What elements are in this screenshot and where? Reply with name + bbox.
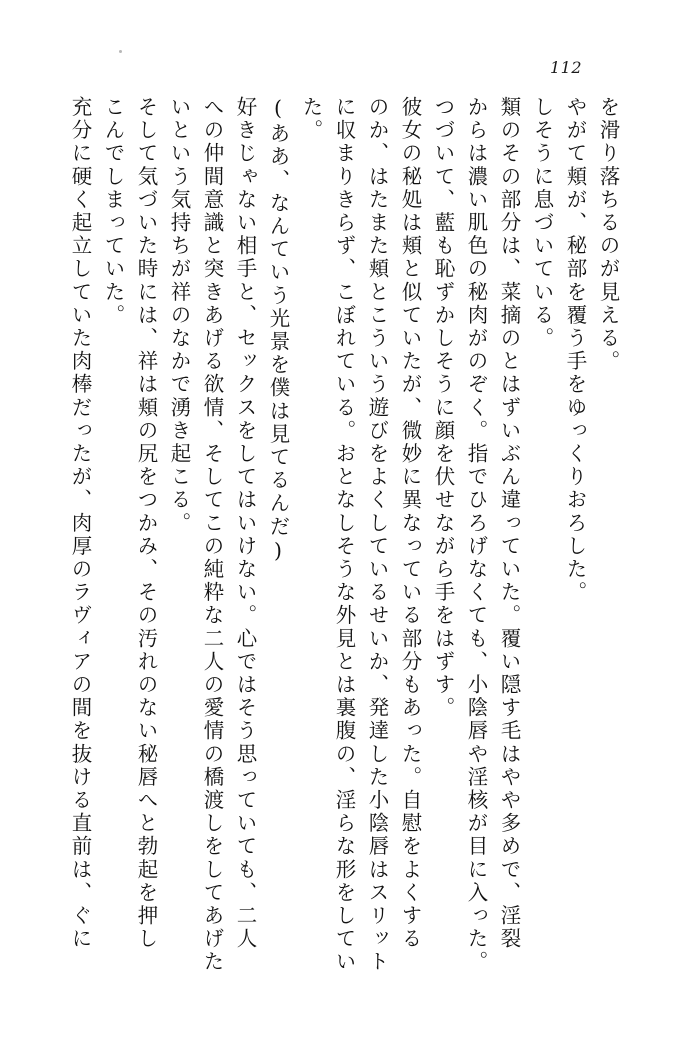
- page-number: 112: [549, 58, 582, 77]
- text-line: しそうに息づいている。: [530, 96, 554, 351]
- text-line: に収まりきらず、こぼれている。おとなしそうな外見とは裏腹の、淫らな形をしてい: [332, 96, 356, 974]
- text-line: を滑り落ちるのが見える。: [596, 96, 620, 374]
- text-line: そして気づいた時には、祥は頬の尻をつかみ、その汚れのない秘唇へと勃起を押し: [134, 96, 158, 951]
- text-line: 類のその部分は、菜摘のとはずいぶん違っていた。覆い隠す毛はやや多めで、淫裂: [497, 96, 521, 951]
- page-speck: [119, 50, 122, 53]
- text-line: つづいて、藍も恥ずかしそうに顔を伏せながら手をはずす。: [431, 96, 455, 720]
- text-line: いという気持ちが祥のなかで湧き起こる。: [167, 96, 191, 535]
- text-line: た。: [299, 96, 323, 143]
- text-line: やがて頬が、秘部を覆う手をゆっくりおろした。: [563, 96, 587, 605]
- text-line: こんでしまっていた。: [101, 96, 125, 327]
- text-line: 彼女の秘処は頬と似ていたが、微妙に異なっている部分もあった。自慰をよくする: [398, 96, 422, 951]
- vertical-text-body: [62, 96, 618, 1001]
- text-line: 充分に硬く起立していた肉棒だったが、肉厚のラヴィアの間を抜ける直前は、ぐに: [68, 96, 92, 951]
- text-line: のか、はたまた頬とこういう遊びをよくしているせいか、発達した小陰唇はスリット: [365, 96, 389, 974]
- text-line: 好きじゃない相手と、セックスをしてはいけない。心ではそう思っていても、二人: [233, 96, 257, 951]
- text-line: からは濃い肌色の秘肉がのぞく。指でひろげなくても、小陰唇や淫核が目に入った。: [464, 96, 488, 974]
- text-line: (ああ、なんていう光景を僕は見てるんだ): [266, 96, 290, 565]
- text-line: への仲間意識と突きあげる欲情、そしてこの純粋な二人の愛情の橋渡しをしてあげた: [200, 96, 224, 974]
